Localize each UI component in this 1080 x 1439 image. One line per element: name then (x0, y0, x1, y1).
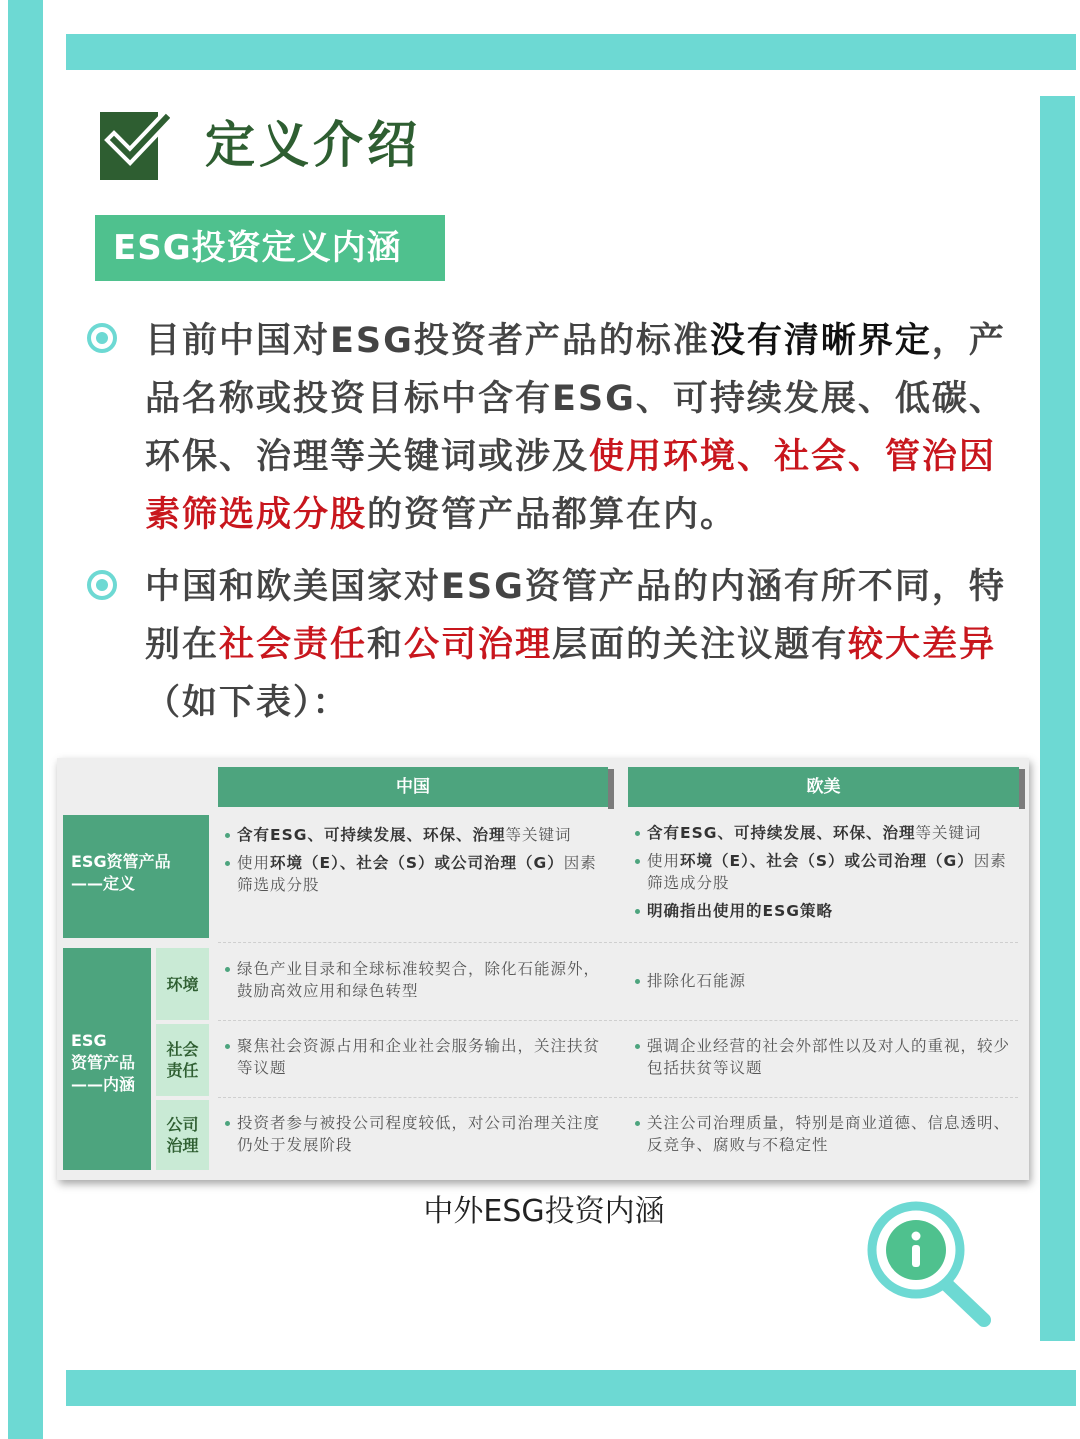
definition-item: 使用环境（E）、社会（S）或公司治理（G）因素筛选成分股 (225, 852, 605, 896)
sub-label-governance: 公司 治理 (156, 1100, 209, 1170)
target-bullet-icon (87, 323, 117, 353)
target-bullet-icon (87, 570, 117, 600)
page-title: 定义介绍 (205, 116, 421, 174)
definition-item: 含有ESG、可持续发展、环保、治理等关键词 (225, 824, 605, 846)
bullet-paragraph-2 (145, 558, 1025, 732)
bullet-text-segment: ，产品名称或投资目标中含有ESG、可持续发展、低碳、环保、治理等关键词或涉及 (145, 321, 1006, 477)
bullet-text-segment: 没有清晰界定 (709, 321, 932, 361)
bullet-text-segment: 使用环境、社会、管治因素筛选成分股 (145, 437, 997, 535)
bullet-text-segment: 较大差异 (848, 625, 997, 665)
header-china: 中国 (218, 767, 608, 807)
sub-label-social: 社会 责任 (156, 1024, 209, 1096)
governance-west-cell: 关注公司治理质量，特别是商业道德、信息透明、反竞争、腐败与不稳定性 (635, 1112, 1015, 1156)
row-label-definition: ESG资管产品 ——定义 (63, 815, 209, 938)
definition-item: 含有ESG、可持续发展、环保、治理等关键词 (635, 822, 1015, 844)
section-subtitle: ESG投资定义内涵 (95, 215, 445, 281)
sub-label-environment: 环境 (156, 948, 209, 1020)
bullet-text-segment: 目前中国对ESG投资者产品的标准 (145, 321, 710, 361)
bullet-text-segment: 和 (367, 625, 405, 665)
bullet-text-segment: （如下表）： (145, 683, 350, 723)
header-west: 欧美 (628, 767, 1019, 807)
bottom-decor-bar (66, 1370, 1076, 1406)
info-magnifier-icon (862, 1200, 994, 1330)
table-caption: 中外ESG投资内涵 (423, 1194, 665, 1229)
row-divider (218, 942, 1018, 943)
definition-west-cell (635, 822, 1015, 928)
comparison-table (57, 758, 1029, 1180)
environment-china-cell: 绿色产业目录和全球标准较契合，除化石能源外，鼓励高效应用和绿色转型 (225, 958, 605, 1002)
bullet-text-segment: 公司治理 (404, 625, 553, 665)
checkbox-icon (100, 110, 170, 180)
right-decor-bar (1040, 96, 1075, 1341)
bullet-text-segment: 社会责任 (219, 625, 368, 665)
governance-china-cell: 投资者参与被投公司程度较低，对公司治理关注度仍处于发展阶段 (225, 1112, 605, 1156)
bullet-text-segment: 的资管产品都算在内。 (367, 495, 738, 535)
social-west-cell: 强调企业经营的社会外部性以及对人的重视，较少包括扶贫等议题 (635, 1035, 1015, 1079)
social-china-cell: 聚焦社会资源占用和企业社会服务输出，关注扶贫等议题 (225, 1035, 605, 1079)
bullet-text-segment: 层面的关注议题有 (552, 625, 849, 665)
definition-item: 明确指出使用的ESG策略 (635, 900, 1015, 922)
row-divider (218, 1020, 1018, 1021)
bullet-text-segment: 中国和欧美国家对ESG资管产品的内涵有所不同，特别在 (145, 567, 1006, 665)
row-divider (218, 1097, 1018, 1098)
definition-item: 使用环境（E）、社会（S）或公司治理（G）因素筛选成分股 (635, 850, 1015, 894)
top-decor-bar (66, 34, 1076, 70)
bullet-paragraph-1 (145, 312, 1025, 544)
definition-china-cell (225, 824, 605, 902)
environment-west-cell: 排除化石能源 (635, 970, 1015, 992)
row-label-connotation: ESG 资管产品 ——内涵 (63, 948, 151, 1170)
